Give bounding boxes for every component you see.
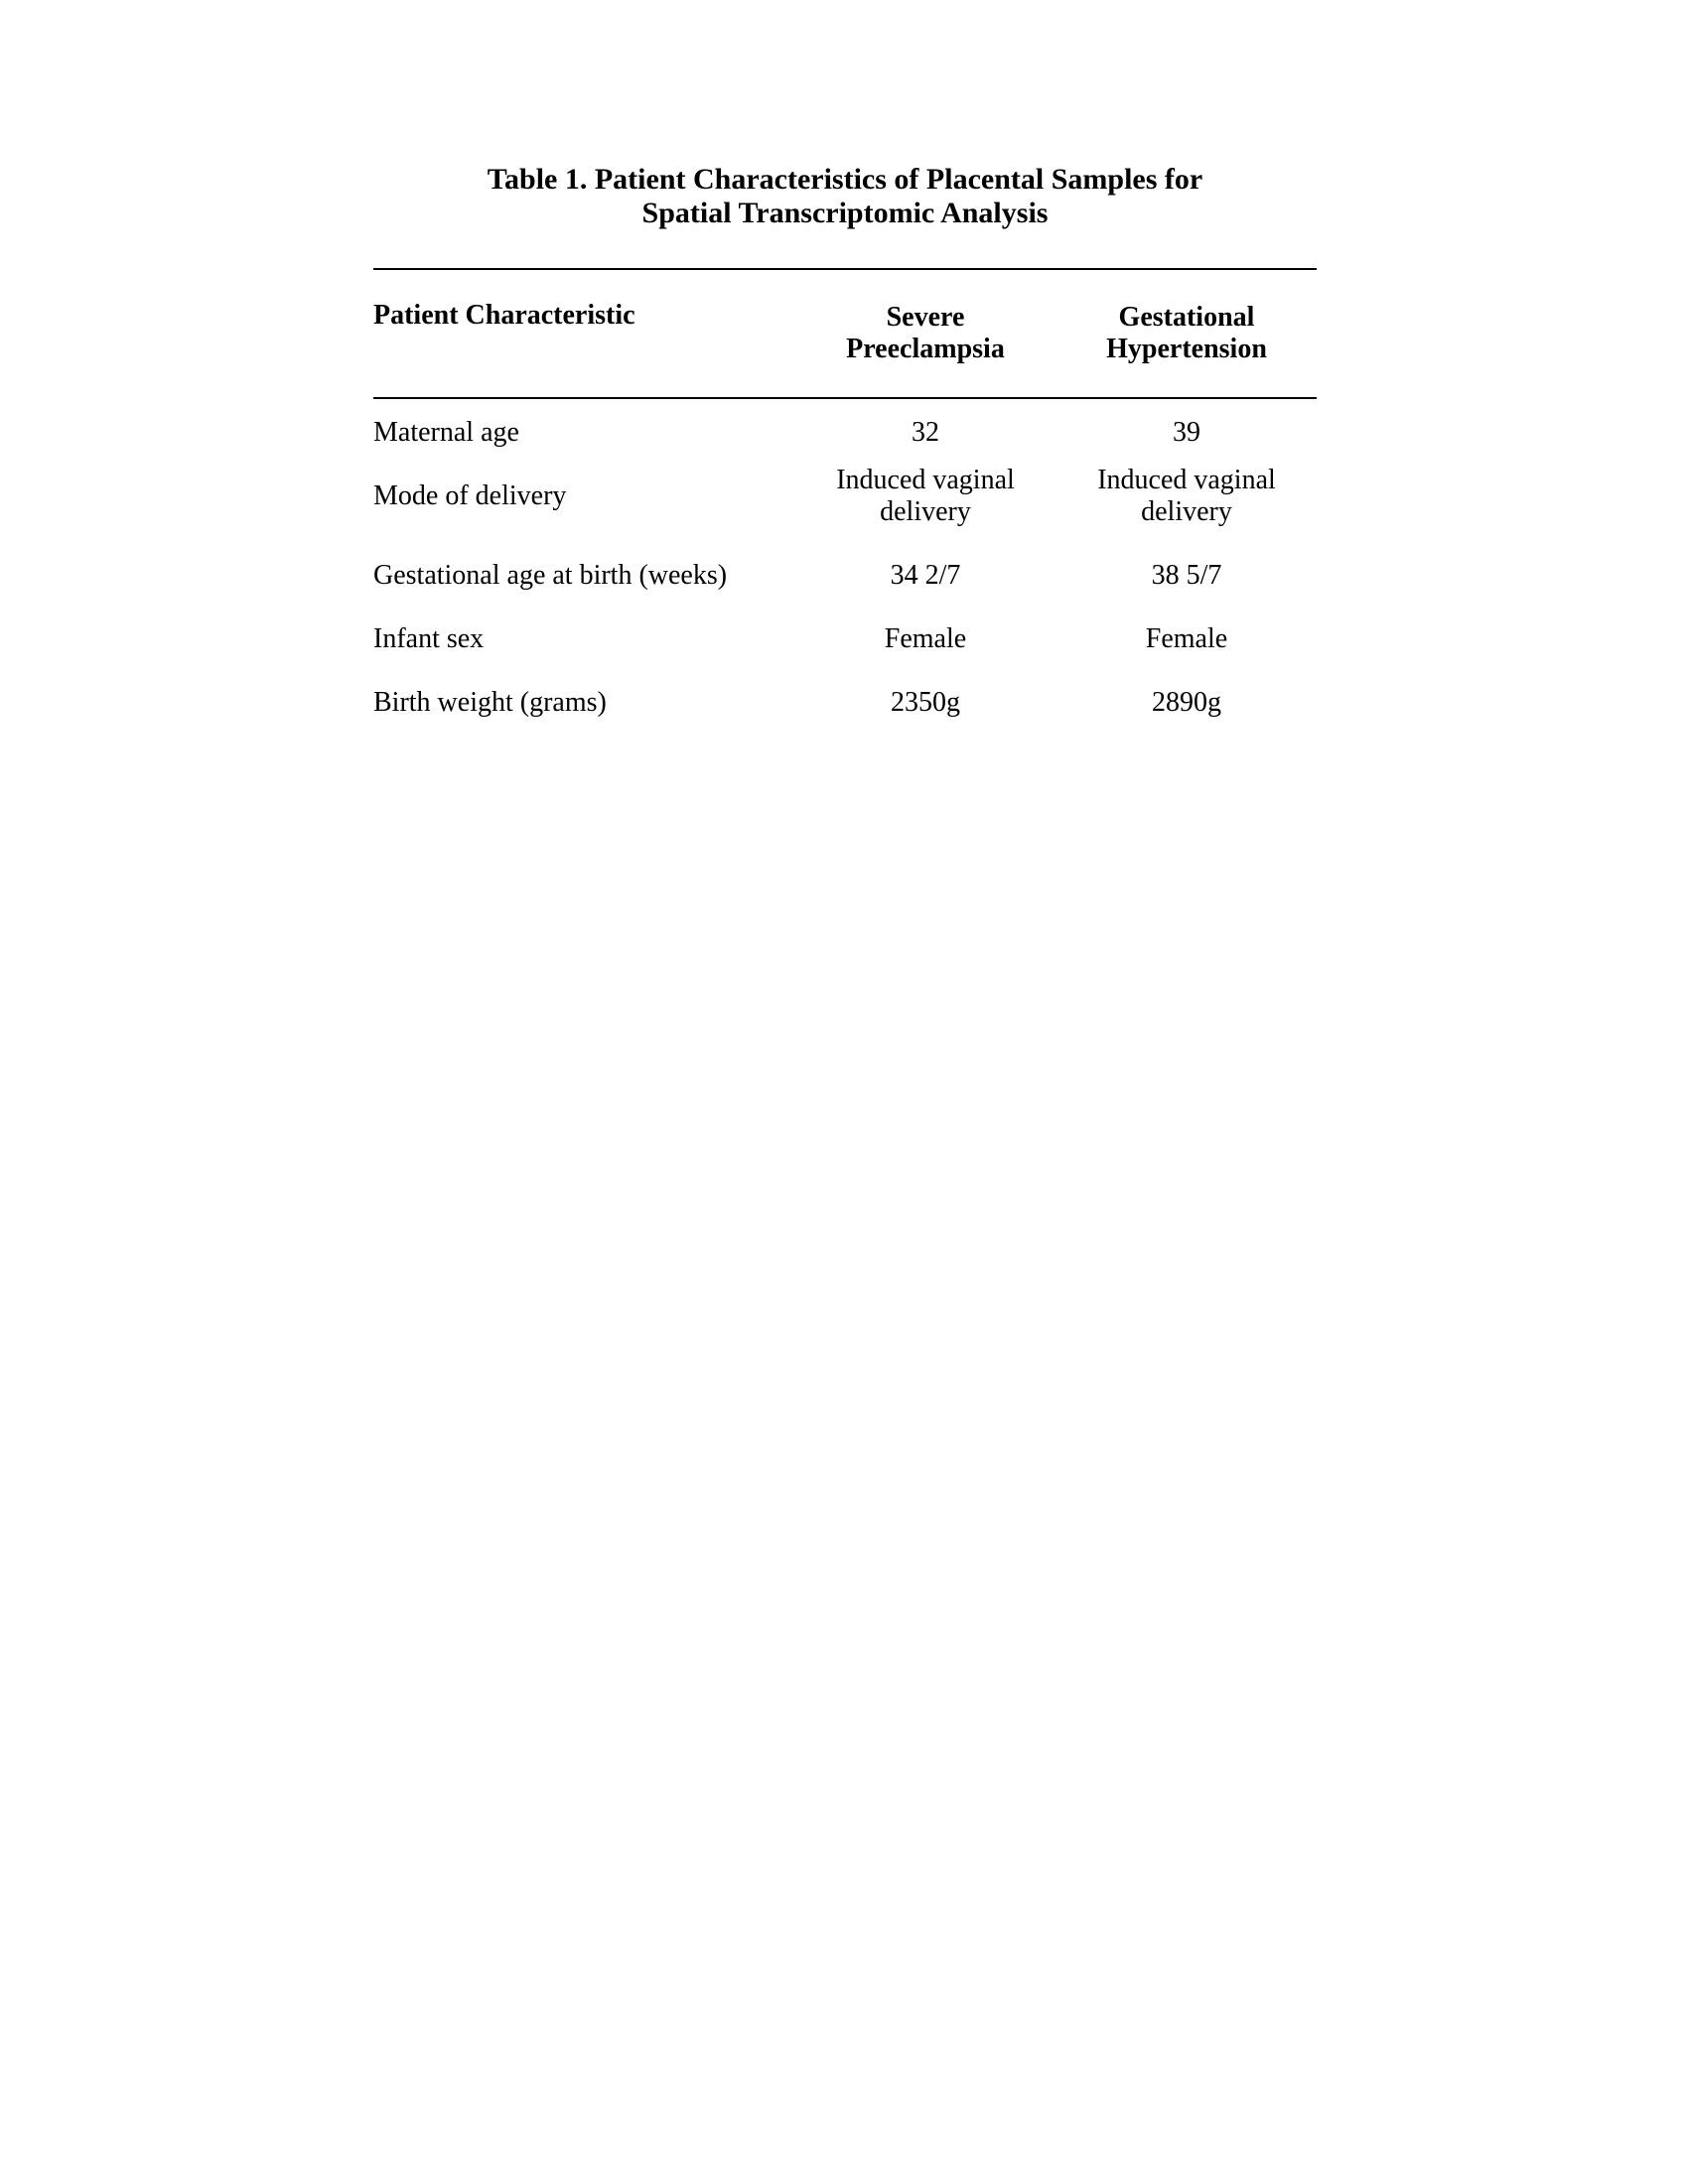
row-mode-col1-line-2: delivery (880, 496, 971, 527)
row-birth-weight-col1: 2350g (891, 687, 960, 718)
header-col2-line-1: Gestational (1118, 302, 1255, 333)
header-patient-characteristic: Patient Characteristic (373, 300, 635, 331)
header-col2-line-2: Hypertension (1106, 334, 1267, 364)
table-title-line-1: Table 1. Patient Characteristics of Placental Samples for (487, 163, 1203, 196)
row-birth-weight-col2: 2890g (1152, 687, 1221, 718)
row-gestational-age-col1: 34 2/7 (890, 560, 961, 591)
row-gestational-age-col2: 38 5/7 (1151, 560, 1222, 591)
header-col1-line-1: Severe (886, 302, 965, 333)
row-label-maternal-age: Maternal age (373, 417, 519, 448)
row-mode-col2-line-2: delivery (1141, 496, 1232, 527)
row-label-infant-sex: Infant sex (373, 623, 485, 654)
row-mode-of-delivery-col1 (806, 465, 1045, 528)
row-label-birth-weight: Birth weight (grams) (373, 687, 607, 718)
header-severe-preeclampsia (806, 302, 1045, 365)
header-gestational-hypertension (1067, 302, 1306, 365)
header-col1-line-2: Preeclampsia (846, 334, 1005, 364)
row-mode-col1-line-1: Induced vaginal (836, 465, 1015, 495)
row-infant-sex-col1: Female (884, 623, 967, 654)
top-rule (373, 268, 1317, 270)
header-rule (373, 397, 1317, 399)
row-label-gestational-age: Gestational age at birth (weeks) (373, 560, 728, 591)
row-maternal-age-col1: 32 (912, 417, 939, 448)
row-maternal-age-col2: 39 (1173, 417, 1200, 448)
row-mode-of-delivery-col2 (1067, 465, 1306, 528)
table-title-line-2: Spatial Transcriptomic Analysis (641, 197, 1049, 229)
row-mode-col2-line-1: Induced vaginal (1097, 465, 1276, 495)
row-label-mode-of-delivery: Mode of delivery (373, 480, 567, 511)
row-infant-sex-col2: Female (1145, 623, 1228, 654)
table-title (373, 163, 1317, 230)
